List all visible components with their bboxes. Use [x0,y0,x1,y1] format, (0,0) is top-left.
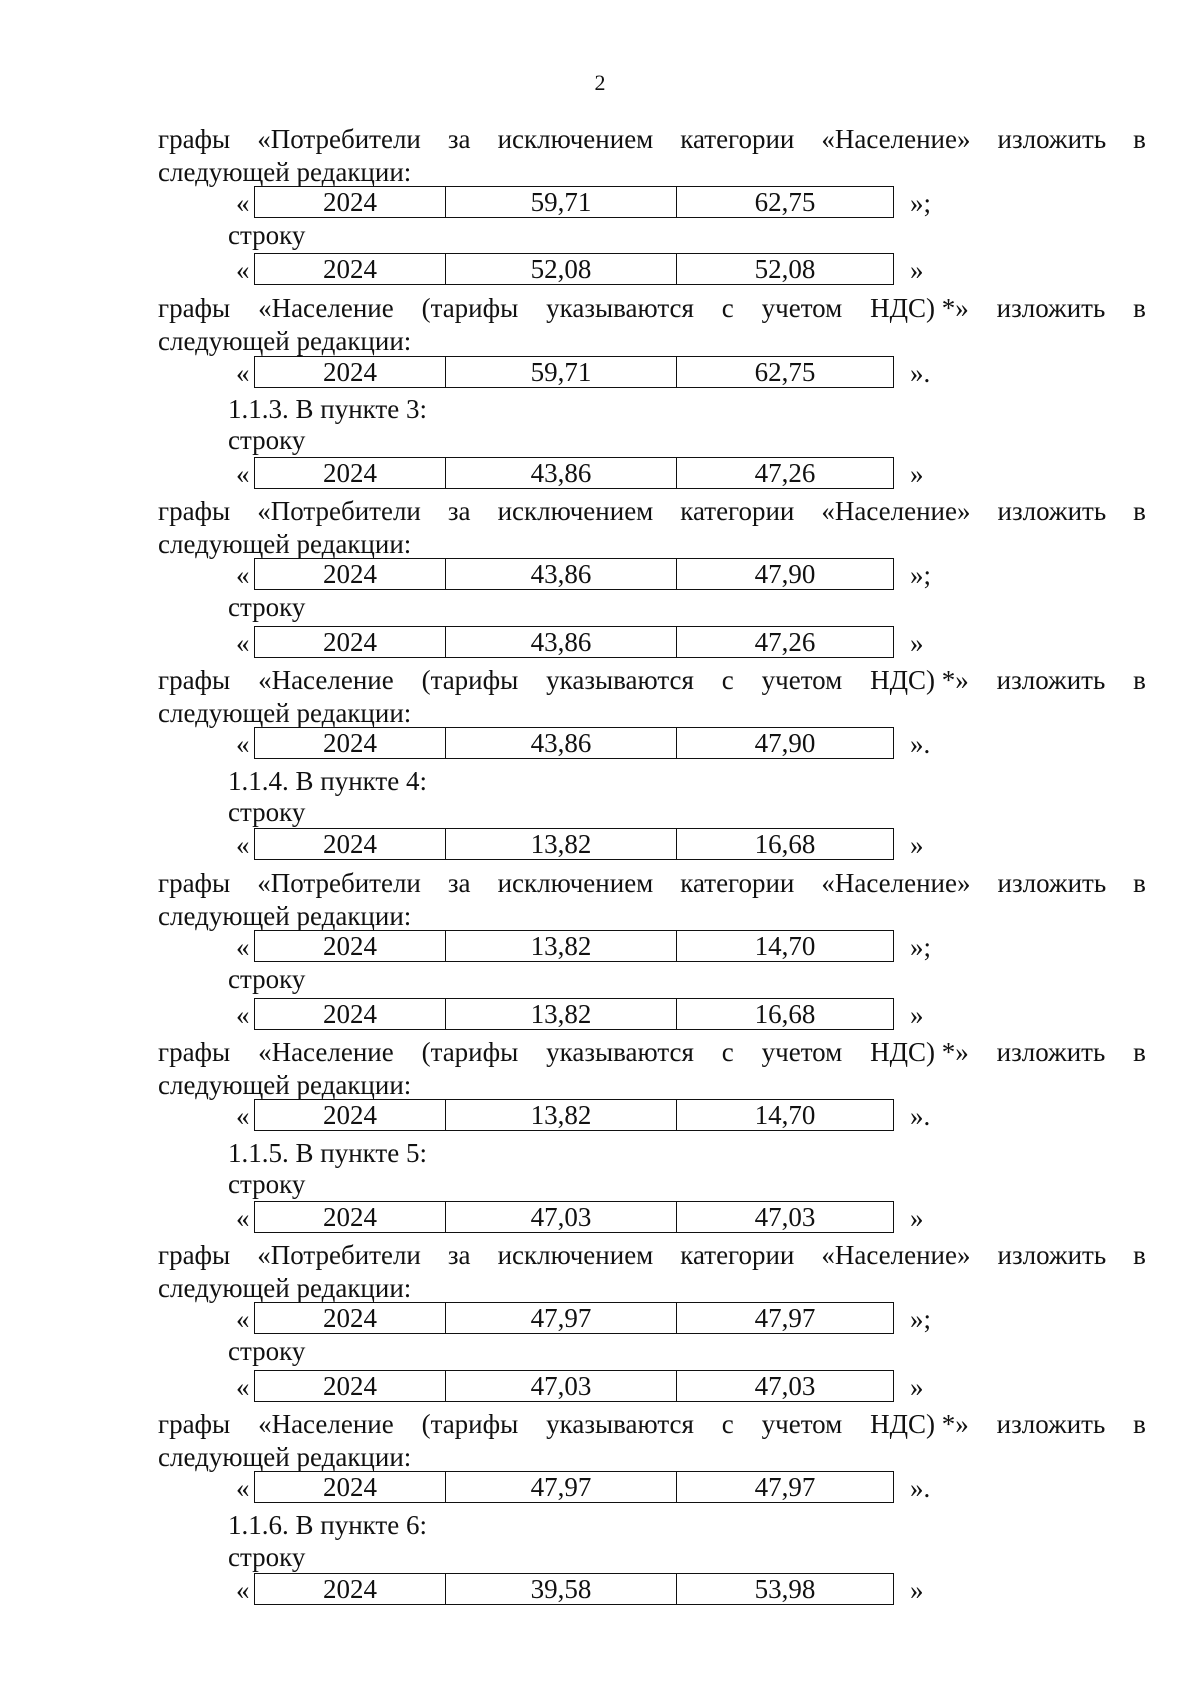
cell-year: 2024 [255,627,446,657]
heading-word: «Потребители [257,496,421,526]
quote-open: « [236,1203,250,1233]
stroku-label: строку [228,797,306,827]
cell-value-1: 13,82 [446,999,677,1029]
heading-word: НДС) *» [870,293,969,323]
cell-year: 2024 [255,1371,446,1401]
quote-open: « [236,830,250,860]
heading-consumers [158,1240,1146,1270]
heading-word: графы [158,1409,231,1439]
point-heading: 1.1.3. В пункте 3: [228,394,427,424]
heading-word: в [1133,293,1146,323]
table-row-box [254,626,894,658]
table-row-box [254,998,894,1030]
heading-consumers [158,868,1146,898]
next-edition: следующей редакции: [158,326,412,356]
quote-open: « [236,1304,250,1334]
cell-value-1: 13,82 [446,931,677,961]
quote-close: » [910,1372,924,1402]
heading-consumers [158,496,1146,526]
quote-open: « [236,1372,250,1402]
stroku-label: строку [228,592,306,622]
cell-value-2: 14,70 [754,1100,816,1130]
cell-value-2: 47,97 [754,1303,816,1333]
cell-value-1: 43,86 [446,458,677,488]
heading-word: «Население [258,1037,394,1067]
quote-open: « [236,459,250,489]
cell-value-2: 62,75 [754,357,816,387]
next-edition: следующей редакции: [158,157,412,187]
cell-value-2: 52,08 [754,254,816,284]
heading-word: категории [680,124,795,154]
heading-word: учетом [761,1409,843,1439]
heading-word: в [1133,496,1146,526]
heading-population [158,665,1146,695]
quote-open: « [236,729,250,759]
heading-word: (тарифы [421,665,519,695]
heading-word: «Население» [821,496,971,526]
table-row-box [254,186,894,218]
table-row-box [254,253,894,285]
quote-open: « [236,1473,250,1503]
cell-year: 2024 [255,1202,446,1232]
heading-word: учетом [761,1037,843,1067]
quote-close: »; [910,932,932,962]
heading-word: учетом [761,665,843,695]
cell-year: 2024 [255,559,446,589]
quote-close: ». [910,1473,931,1503]
table-row-box [254,457,894,489]
heading-word: графы [158,868,231,898]
cell-value-2: 47,03 [754,1371,816,1401]
heading-word: изложить [997,124,1107,154]
table-row-box [254,1099,894,1131]
heading-word: изложить [996,1409,1106,1439]
stroku-label: строку [228,1336,306,1366]
cell-value-1: 47,97 [446,1303,677,1333]
heading-word: указываются [546,665,694,695]
heading-word: в [1133,1409,1146,1439]
quote-open: « [236,1101,250,1131]
heading-word: за [447,1240,471,1270]
heading-word: (тарифы [421,293,519,323]
cell-year: 2024 [255,1100,446,1130]
table-row-box [254,1302,894,1334]
quote-open: « [236,188,250,218]
heading-word: в [1133,124,1146,154]
cell-value-2: 47,03 [754,1202,816,1232]
quote-close: » [910,459,924,489]
cell-value-1: 13,82 [446,1100,677,1130]
quote-close: » [910,1000,924,1030]
heading-word: изложить [996,665,1106,695]
heading-word: графы [158,124,231,154]
heading-word: изложить [996,1037,1106,1067]
heading-word: «Население» [821,124,971,154]
heading-word: за [447,868,471,898]
cell-year: 2024 [255,1303,446,1333]
heading-word: исключением [497,496,654,526]
quote-close: » [910,1575,924,1605]
heading-word: (тарифы [421,1037,519,1067]
quote-close: ». [910,1101,931,1131]
heading-word: с [721,1037,734,1067]
quote-open: « [236,628,250,658]
table-row-box [254,1370,894,1402]
cell-value-2: 47,26 [754,627,816,657]
cell-year: 2024 [255,187,446,217]
heading-word: графы [158,496,231,526]
quote-close: » [910,830,924,860]
heading-word: «Население [258,665,394,695]
heading-word: категории [680,868,795,898]
cell-value-1: 43,86 [446,627,677,657]
heading-word: графы [158,293,231,323]
next-edition: следующей редакции: [158,698,412,728]
heading-word: НДС) *» [870,665,969,695]
table-row-box [254,727,894,759]
heading-word: в [1133,868,1146,898]
quote-close: »; [910,560,932,590]
quote-open: « [236,932,250,962]
heading-word: «Потребители [257,1240,421,1270]
heading-word: графы [158,665,231,695]
cell-value-2: 47,90 [754,728,816,758]
heading-word: категории [680,1240,795,1270]
stroku-label: строку [228,964,306,994]
cell-value-1: 52,08 [446,254,677,284]
heading-word: за [447,496,471,526]
cell-value-2: 47,97 [754,1472,816,1502]
heading-word: (тарифы [421,1409,519,1439]
table-row-box [254,1471,894,1503]
heading-word: за [447,124,471,154]
table-row-box [254,356,894,388]
cell-value-2: 47,90 [754,559,816,589]
heading-word: исключением [497,868,654,898]
cell-year: 2024 [255,357,446,387]
quote-close: » [910,255,924,285]
heading-population [158,293,1146,323]
heading-word: с [721,1409,734,1439]
cell-value-1: 59,71 [446,357,677,387]
heading-word: «Население [258,293,394,323]
cell-year: 2024 [255,999,446,1029]
heading-word: «Население [258,1409,394,1439]
heading-word: изложить [997,868,1107,898]
page-number: 2 [594,70,606,95]
heading-word: «Потребители [257,868,421,898]
table-row-box [254,828,894,860]
quote-open: « [236,1575,250,1605]
cell-year: 2024 [255,458,446,488]
quote-open: « [236,255,250,285]
heading-word: графы [158,1240,231,1270]
next-edition: следующей редакции: [158,901,412,931]
cell-value-1: 43,86 [446,559,677,589]
next-edition: следующей редакции: [158,1442,412,1472]
cell-value-2: 16,68 [754,829,816,859]
heading-word: указываются [546,293,694,323]
next-edition: следующей редакции: [158,1273,412,1303]
point-heading: 1.1.5. В пункте 5: [228,1138,427,1168]
heading-word: исключением [497,1240,654,1270]
heading-word: «Население» [821,1240,971,1270]
point-heading: 1.1.4. В пункте 4: [228,766,427,796]
quote-close: » [910,628,924,658]
cell-value-1: 43,86 [446,728,677,758]
table-row-box [254,1201,894,1233]
next-edition: следующей редакции: [158,1070,412,1100]
quote-open: « [236,560,250,590]
heading-word: с [721,665,734,695]
cell-year: 2024 [255,728,446,758]
next-edition: следующей редакции: [158,529,412,559]
heading-word: «Потребители [257,124,421,154]
cell-value-2: 62,75 [754,187,816,217]
heading-word: с [721,293,734,323]
quote-close: ». [910,729,931,759]
quote-open: « [236,358,250,388]
heading-word: графы [158,1037,231,1067]
heading-word: изложить [997,1240,1107,1270]
heading-word: категории [680,496,795,526]
heading-consumers [158,124,1146,154]
cell-value-2: 47,26 [754,458,816,488]
cell-value-1: 39,58 [446,1574,677,1604]
heading-word: в [1133,1037,1146,1067]
cell-year: 2024 [255,254,446,284]
heading-word: учетом [761,293,843,323]
heading-word: изложить [996,293,1106,323]
cell-value-1: 47,03 [446,1371,677,1401]
point-heading: 1.1.6. В пункте 6: [228,1510,427,1540]
heading-word: указываются [546,1037,694,1067]
cell-year: 2024 [255,1574,446,1604]
quote-close: »; [910,188,932,218]
cell-year: 2024 [255,931,446,961]
cell-value-2: 14,70 [754,931,816,961]
cell-year: 2024 [255,1472,446,1502]
cell-value-1: 13,82 [446,829,677,859]
heading-word: НДС) *» [870,1409,969,1439]
heading-word: в [1133,1240,1146,1270]
quote-close: » [910,1203,924,1233]
cell-value-2: 16,68 [754,999,816,1029]
cell-value-1: 47,03 [446,1202,677,1232]
heading-word: изложить [997,496,1107,526]
cell-value-2: 53,98 [754,1574,816,1604]
heading-word: исключением [497,124,654,154]
quote-close: ». [910,358,931,388]
stroku-label: строку [228,220,306,250]
heading-word: «Население» [821,868,971,898]
cell-year: 2024 [255,829,446,859]
cell-value-1: 47,97 [446,1472,677,1502]
table-row-box [254,558,894,590]
heading-population [158,1409,1146,1439]
heading-word: в [1133,665,1146,695]
heading-word: указываются [546,1409,694,1439]
cell-value-1: 59,71 [446,187,677,217]
heading-population [158,1037,1146,1067]
quote-close: »; [910,1304,932,1334]
heading-word: НДС) *» [870,1037,969,1067]
stroku-label: строку [228,425,306,455]
table-row-box [254,930,894,962]
quote-open: « [236,1000,250,1030]
stroku-label: строку [228,1169,306,1199]
table-row-box [254,1573,894,1605]
stroku-label: строку [228,1542,306,1572]
